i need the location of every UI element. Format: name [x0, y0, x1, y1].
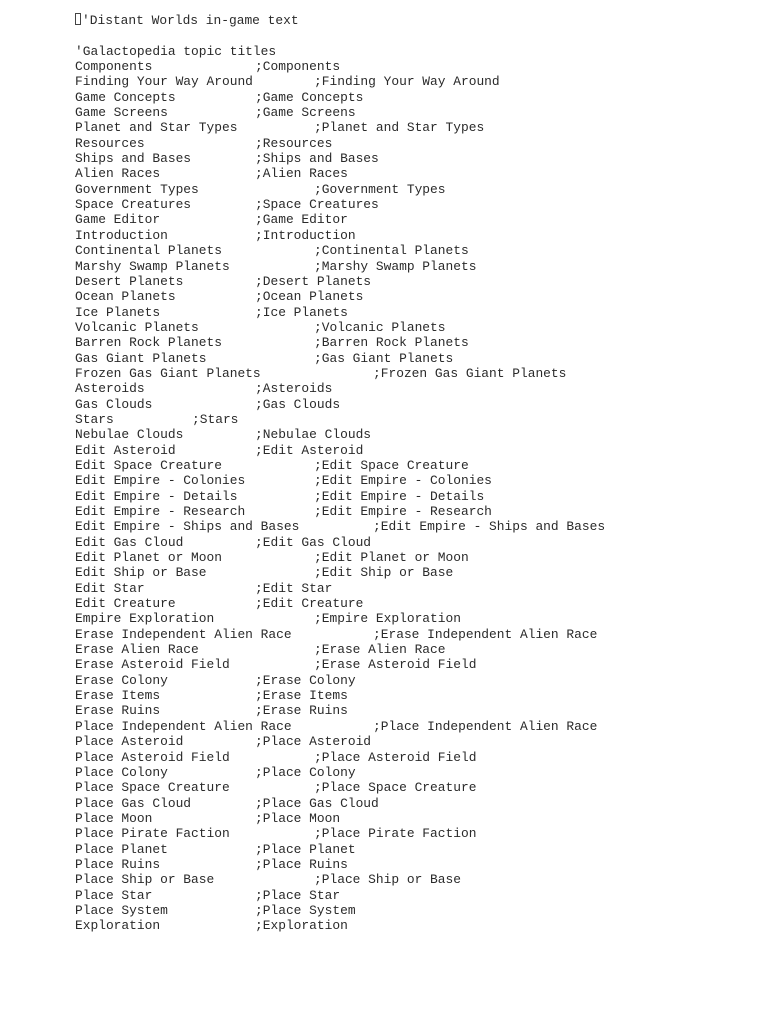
entry-value: ;Edit Empire - Ships and Bases [373, 519, 606, 535]
entry-value: ;Place Moon [255, 810, 341, 826]
entry-value: ;Place Star [255, 887, 341, 903]
entry-key: Place Independent Alien Race [75, 718, 292, 734]
entry-line [75, 212, 755, 227]
entry-key: Desert Planets [75, 273, 184, 289]
entry-list [75, 59, 755, 934]
entry-line [75, 519, 755, 534]
entry-value: ;Ocean Planets [255, 289, 364, 305]
document-title-line [75, 13, 755, 28]
entry-value: ;Edit Planet or Moon [314, 550, 469, 566]
entry-value: ;Game Editor [255, 212, 348, 228]
entry-value: ;Asteroids [255, 381, 333, 397]
entry-key: Edit Empire - Colonies [75, 473, 246, 489]
entry-value: ;Erase Alien Race [314, 642, 446, 658]
entry-line [75, 504, 755, 519]
entry-value: ;Barren Rock Planets [314, 335, 469, 351]
entry-value: ;Empire Exploration [314, 611, 461, 627]
entry-line [75, 918, 755, 933]
entry-line [75, 259, 755, 274]
entry-value: ;Components [255, 59, 341, 75]
entry-value: ;Place Colony [255, 764, 356, 780]
entry-value: ;Edit Empire - Research [314, 504, 492, 519]
entry-value: ;Edit Gas Cloud [255, 534, 372, 550]
entry-line [75, 397, 755, 412]
entry-value: ;Frozen Gas Giant Planets [373, 365, 567, 381]
entry-key: Ships and Bases [75, 151, 192, 167]
entry-line [75, 796, 755, 811]
entry-key: Edit Asteroid [75, 442, 176, 458]
entry-line [75, 489, 755, 504]
entry-value: ;Edit Creature [255, 596, 364, 612]
entry-line [75, 105, 755, 120]
entry-line [75, 703, 755, 718]
entry-value: ;Edit Star [255, 580, 333, 596]
entry-line [75, 857, 755, 872]
entry-line [75, 642, 755, 657]
entry-key: Edit Star [75, 580, 145, 596]
entry-key: Barren Rock Planets [75, 335, 222, 351]
entry-line [75, 872, 755, 887]
entry-line [75, 550, 755, 565]
unknown-glyph-icon [75, 13, 81, 25]
entry-value: ;Erase Independent Alien Race [373, 626, 598, 642]
entry-line [75, 765, 755, 780]
entry-key: Place Asteroid [75, 734, 184, 750]
entry-line [75, 412, 755, 427]
entry-line [75, 427, 755, 442]
entry-value: ;Gas Giant Planets [314, 350, 454, 366]
entry-line [75, 596, 755, 611]
entry-key: Continental Planets [75, 243, 222, 259]
entry-value: ;Place Space Creature [314, 780, 477, 796]
entry-key: Marshy Swamp Planets [75, 258, 230, 274]
entry-line [75, 182, 755, 197]
entry-key: Edit Ship or Base [75, 565, 207, 581]
entry-line [75, 458, 755, 473]
entry-key: Nebulae Clouds [75, 427, 184, 443]
entry-key: Alien Races [75, 166, 161, 182]
entry-value: ;Ice Planets [255, 304, 348, 320]
entry-value: ;Place Gas Cloud [255, 795, 379, 811]
entry-key: Erase Alien Race [75, 642, 199, 658]
entry-line [75, 734, 755, 749]
entry-value: ;Resources [255, 135, 333, 151]
entry-key: Place Ruins [75, 856, 161, 872]
entry-value: ;Nebulae Clouds [255, 427, 372, 443]
entry-line [75, 780, 755, 795]
entry-key: Frozen Gas Giant Planets [75, 365, 261, 381]
entry-value: ;Place Asteroid [255, 734, 372, 750]
entry-value: ;Volcanic Planets [314, 319, 446, 335]
entry-key: Edit Empire - Details [75, 488, 238, 504]
entry-key: Edit Gas Cloud [75, 534, 184, 550]
entry-key: Edit Empire - Ships and Bases [75, 519, 300, 535]
entry-value: ;Place Planet [255, 841, 356, 857]
entry-key: Place Moon [75, 810, 153, 826]
entry-line [75, 274, 755, 289]
entry-key: Stars [75, 411, 114, 427]
entry-key: Introduction [75, 227, 168, 243]
entry-value: ;Edit Empire - Colonies [314, 473, 492, 489]
entry-key: Gas Giant Planets [75, 350, 207, 366]
entry-key: Game Editor [75, 212, 161, 228]
entry-value: ;Introduction [255, 227, 356, 243]
entry-line [75, 688, 755, 703]
entry-key: Place Colony [75, 764, 168, 780]
entry-value: ;Game Screens [255, 105, 356, 121]
entry-value: ;Finding Your Way Around [314, 74, 500, 90]
entry-key: Place System [75, 902, 168, 918]
entry-line [75, 335, 755, 350]
entry-line [75, 903, 755, 918]
entry-value: ;Edit Asteroid [255, 442, 364, 458]
entry-line [75, 166, 755, 181]
entry-line [75, 673, 755, 688]
entry-key: Resources [75, 135, 145, 151]
entry-key: Place Ship or Base [75, 872, 215, 888]
entry-key: Erase Colony [75, 672, 168, 688]
entry-line [75, 443, 755, 458]
entry-line [75, 228, 755, 243]
entry-line [75, 351, 755, 366]
entry-line [75, 473, 755, 488]
entry-key: Erase Items [75, 688, 161, 704]
entry-line [75, 811, 755, 826]
entry-value: ;Exploration [255, 918, 348, 934]
entry-key: Finding Your Way Around [75, 74, 253, 90]
entry-key: Components [75, 59, 153, 75]
entry-key: Exploration [75, 918, 161, 934]
entry-key: Ocean Planets [75, 289, 176, 305]
entry-value: ;Game Concepts [255, 89, 364, 105]
entry-key: Place Pirate Faction [75, 826, 230, 842]
entry-value: ;Place Independent Alien Race [373, 718, 598, 734]
entry-key: Edit Empire - Research [75, 504, 246, 519]
entry-value: ;Stars [192, 411, 239, 427]
entry-line [75, 657, 755, 672]
entry-line [75, 366, 755, 381]
entry-key: Edit Planet or Moon [75, 550, 222, 566]
entry-line [75, 120, 755, 135]
entry-value: ;Ships and Bases [255, 151, 379, 167]
entry-value: ;Place Asteroid Field [314, 749, 477, 765]
entry-key: Space Creatures [75, 197, 192, 213]
entry-key: Volcanic Planets [75, 319, 199, 335]
entry-value: ;Gas Clouds [255, 396, 341, 412]
entry-line [75, 197, 755, 212]
blank-line [75, 28, 755, 43]
entry-line [75, 888, 755, 903]
entry-line [75, 243, 755, 258]
entry-key: Planet and Star Types [75, 120, 238, 136]
entry-value: ;Erase Colony [255, 672, 356, 688]
entry-key: Game Screens [75, 105, 168, 121]
entry-key: Place Planet [75, 841, 168, 857]
entry-line [75, 289, 755, 304]
entry-key: Edit Creature [75, 596, 176, 612]
entry-value: ;Place Ship or Base [314, 872, 461, 888]
entry-line [75, 565, 755, 580]
entry-line [75, 611, 755, 626]
entry-value: ;Edit Ship or Base [314, 565, 454, 581]
entry-value: ;Place Pirate Faction [314, 826, 477, 842]
entry-line [75, 59, 755, 74]
entry-value: ;Edit Empire - Details [314, 488, 485, 504]
entry-value: ;Marshy Swamp Planets [314, 258, 477, 274]
entry-line [75, 381, 755, 396]
entry-value: ;Continental Planets [314, 243, 469, 259]
entry-line [75, 750, 755, 765]
entry-line [75, 719, 755, 734]
entry-value: ;Place Ruins [255, 856, 348, 872]
entry-key: Empire Exploration [75, 611, 215, 627]
entry-value: ;Alien Races [255, 166, 348, 182]
entry-line [75, 305, 755, 320]
entry-line [75, 826, 755, 841]
entry-key: Asteroids [75, 381, 145, 397]
entry-value: ;Erase Items [255, 688, 348, 704]
entry-value: ;Space Creatures [255, 197, 379, 213]
entry-value: ;Planet and Star Types [314, 120, 485, 136]
text-document [75, 13, 755, 934]
entry-line [75, 535, 755, 550]
entry-line [75, 74, 755, 89]
entry-value: ;Edit Space Creature [314, 457, 469, 473]
entry-value: ;Erase Ruins [255, 703, 348, 719]
entry-value: ;Government Types [314, 181, 446, 197]
entry-line [75, 842, 755, 857]
entry-key: Edit Space Creature [75, 457, 222, 473]
entry-key: Ice Planets [75, 304, 161, 320]
entry-value: ;Desert Planets [255, 273, 372, 289]
entry-key: Erase Asteroid Field [75, 657, 230, 673]
entry-key: Place Gas Cloud [75, 795, 192, 811]
entry-line [75, 627, 755, 642]
entry-key: Game Concepts [75, 89, 176, 105]
entry-key: Place Space Creature [75, 780, 230, 796]
entry-line [75, 136, 755, 151]
entry-key: Government Types [75, 181, 199, 197]
entry-key: Gas Clouds [75, 396, 153, 412]
entry-line [75, 90, 755, 105]
entry-line [75, 320, 755, 335]
entry-value: ;Place System [255, 902, 356, 918]
section-comment: 'Galactopedia topic titles [75, 43, 277, 59]
entry-line [75, 581, 755, 596]
document-title: 'Distant Worlds in-game text [82, 13, 299, 28]
entry-key: Place Star [75, 887, 153, 903]
entry-key: Erase Ruins [75, 703, 161, 719]
entry-key: Place Asteroid Field [75, 749, 230, 765]
entry-key: Erase Independent Alien Race [75, 626, 292, 642]
entry-value: ;Erase Asteroid Field [314, 657, 477, 673]
entry-line [75, 151, 755, 166]
